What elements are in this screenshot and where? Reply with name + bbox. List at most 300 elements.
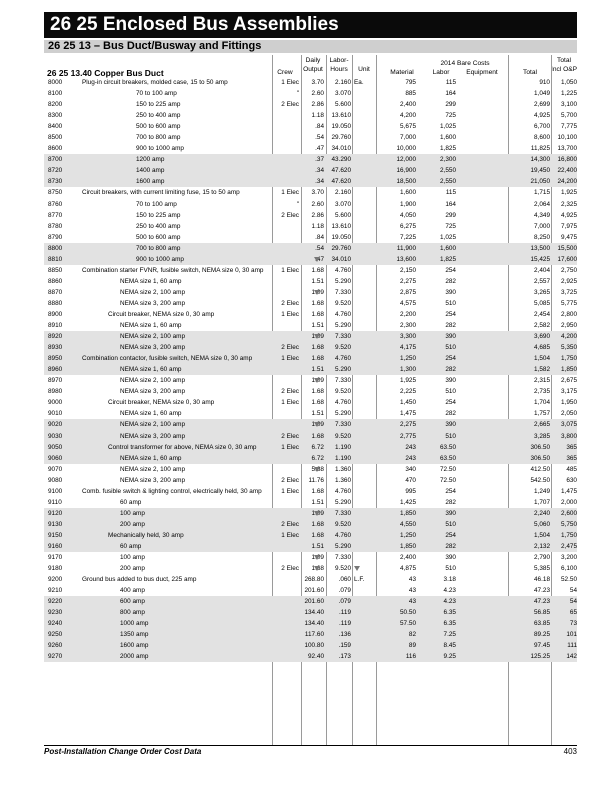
page-title: 26 25 Enclosed Bus Assemblies	[44, 12, 577, 38]
labor-cost-value: 390	[445, 288, 456, 296]
total-cost-value: 5,085	[534, 299, 550, 307]
total-cost-value: 412.50	[530, 465, 550, 473]
table-row	[44, 154, 577, 165]
total-cost-value: 3,285	[534, 432, 550, 440]
item-description: NEMA size 3, 200 amp	[120, 299, 186, 307]
col-unit-header: Unit	[358, 66, 370, 73]
table-row	[44, 431, 577, 442]
labor-hours-value: 3.070	[335, 90, 351, 98]
page-number: 403	[563, 747, 577, 756]
item-description: Circuit breaker, NEMA size 0, 30 amp	[108, 399, 215, 407]
material-cost-value: 43	[408, 587, 416, 595]
item-code: 8900	[48, 310, 63, 318]
daily-output-value: 1.68	[311, 531, 324, 539]
material-cost-value: 995	[405, 487, 416, 495]
labor-hours-value: 1.360	[335, 476, 351, 484]
labor-cost-value: 254	[445, 531, 456, 539]
labor-hours-value: 5.600	[335, 101, 351, 109]
labor-hours-value: 7.330	[335, 509, 351, 517]
total-cost-value: 2,735	[534, 388, 550, 396]
material-cost-value: 13,600	[396, 255, 416, 263]
labor-hours-value: 4.760	[335, 531, 351, 539]
total-cost-value: 11,825	[530, 145, 550, 153]
total-cost-value: 2,699	[534, 101, 550, 109]
total-cost-value: 2,132	[534, 542, 550, 550]
item-code: 8870	[48, 288, 63, 296]
total-incl-op-value: 4,925	[561, 211, 577, 219]
labor-cost-value: 164	[445, 90, 456, 98]
item-description: Control transformer for above, NEMA size 0, 30 amp	[108, 443, 257, 451]
total-cost-value: 89.25	[534, 631, 550, 639]
daily-output-value: 2.86	[311, 211, 324, 219]
material-cost-value: 16,900	[396, 167, 416, 175]
daily-output-value: 1.09	[311, 421, 324, 429]
total-cost-value: 19,450	[530, 167, 550, 175]
labor-hours-value: 3.070	[335, 200, 351, 208]
total-incl-op-value: 3,100	[561, 101, 577, 109]
table-row	[44, 254, 577, 265]
material-cost-value: 7,225	[400, 233, 416, 241]
labor-cost-value: 282	[445, 498, 456, 506]
total-incl-op-value: 1,475	[561, 487, 577, 495]
labor-hours-value: 5.290	[335, 277, 351, 285]
labor-hours-value: 34.010	[331, 145, 351, 153]
labor-cost-value: 254	[445, 355, 456, 363]
daily-output-value: .47	[315, 255, 324, 263]
labor-cost-value: 510	[445, 432, 456, 440]
labor-cost-value: 7.25	[443, 631, 456, 639]
labor-hours-value: 4.760	[335, 310, 351, 318]
total-cost-value: 1,704	[534, 399, 550, 407]
col-incl-op-header: Incl O&P	[550, 66, 578, 73]
table-row	[44, 77, 577, 88]
crew-value: 2 Elec	[281, 520, 299, 528]
table-row	[44, 596, 577, 607]
total-cost-value: 1,049	[534, 90, 550, 98]
daily-output-value: 1.68	[311, 299, 324, 307]
daily-output-value: 1.09	[311, 377, 324, 385]
col-daily-header: Daily	[305, 57, 321, 64]
daily-output-value: 1.09	[311, 333, 324, 341]
labor-hours-value: 9.520	[335, 565, 351, 573]
daily-output-value: 2.60	[311, 200, 324, 208]
material-cost-value: 2,275	[400, 277, 416, 285]
total-cost-value: 5,385	[534, 565, 550, 573]
table-row	[44, 607, 577, 618]
material-cost-value: 1,900	[400, 200, 416, 208]
material-cost-value: 1,425	[400, 498, 416, 506]
labor-cost-value: 2,550	[440, 167, 456, 175]
table-row	[44, 353, 577, 364]
labor-cost-value: 1,825	[440, 145, 456, 153]
total-cost-value: 2,557	[534, 277, 550, 285]
total-incl-op-value: 5,775	[561, 299, 577, 307]
crew-value: 1 Elec	[281, 531, 299, 539]
labor-hours-value: .079	[338, 587, 351, 595]
labor-hours-value: 5.600	[335, 211, 351, 219]
item-description: 100 amp	[120, 509, 145, 517]
labor-hours-value: 9.520	[335, 520, 351, 528]
down-arrow-icon	[314, 511, 320, 516]
unit-value: Ea.	[354, 79, 364, 86]
total-incl-op-value: 142	[566, 653, 577, 661]
labor-cost-value: 3.18	[443, 576, 456, 584]
total-cost-value: 97.45	[534, 642, 550, 650]
item-code: 9160	[48, 542, 63, 550]
daily-output-value: 1.68	[311, 399, 324, 407]
item-description: NEMA size 1, 60 amp	[120, 277, 182, 285]
table-row	[44, 497, 577, 508]
footer-title: Post-Installation Change Order Cost Data	[44, 747, 202, 756]
labor-hours-value: 47.620	[331, 178, 351, 186]
item-description: NEMA size 3, 200 amp	[120, 432, 186, 440]
daily-output-value: 2.60	[311, 90, 324, 98]
material-cost-value: 2,300	[400, 322, 416, 330]
daily-output-value: 1.09	[311, 509, 324, 517]
item-description: Ground bus added to bus duct, 225 amp	[82, 576, 197, 584]
labor-hours-value: 5.290	[335, 542, 351, 550]
total-incl-op-value: 5,750	[561, 520, 577, 528]
crew-value: 1 Elec	[281, 79, 299, 86]
crew-value: 2 Elec	[281, 344, 299, 352]
item-code: 8720	[48, 167, 63, 175]
total-cost-value: 2,454	[534, 310, 550, 318]
material-cost-value: 11,900	[396, 244, 416, 252]
daily-output-value: 1.68	[311, 487, 324, 495]
item-description: 100 amp	[120, 554, 145, 562]
item-description: Mechanically held, 30 amp	[108, 531, 184, 539]
daily-output-value: 92.40	[308, 653, 324, 661]
daily-output-value: 1.18	[311, 112, 324, 120]
item-code: 8700	[48, 156, 63, 164]
labor-hours-value: .159	[338, 642, 351, 650]
item-description: 1200 amp	[136, 156, 165, 164]
item-code: 8910	[48, 322, 63, 330]
total-incl-op-value: 24,200	[557, 178, 577, 186]
total-cost-value: 4,349	[534, 211, 550, 219]
material-cost-value: 470	[405, 476, 416, 484]
down-arrow-icon	[314, 467, 320, 472]
item-description: 1400 amp	[136, 167, 165, 175]
table-row	[44, 453, 577, 464]
labor-hours-value: 5.290	[335, 410, 351, 418]
labor-cost-value: 1,025	[440, 123, 456, 131]
labor-hours-value: 1.360	[335, 465, 351, 473]
labor-hours-value: 2.160	[335, 189, 351, 197]
labor-cost-value: 6.35	[443, 609, 456, 617]
col-labor-cost-header: Labor	[432, 69, 450, 76]
labor-cost-value: 254	[445, 487, 456, 495]
daily-output-value: 1.51	[311, 322, 324, 330]
item-code: 9070	[48, 465, 63, 473]
total-cost-value: 46.18	[534, 576, 550, 584]
table-row	[44, 541, 577, 552]
total-cost-value: 2,404	[534, 266, 550, 274]
item-code: 8790	[48, 233, 63, 241]
item-description: Circuit breakers, with current limiting fuse, 15 to 50 amp	[82, 189, 240, 197]
daily-output-value: 5.88	[311, 465, 324, 473]
daily-output-value: 268.80	[304, 576, 324, 584]
material-cost-value: 4,550	[400, 520, 416, 528]
table-row	[44, 132, 577, 143]
daily-output-value: 1.09	[311, 288, 324, 296]
crew-value: 2 Elec	[281, 299, 299, 307]
item-description: 900 to 1000 amp	[136, 145, 184, 153]
labor-hours-value: 9.520	[335, 388, 351, 396]
item-code: 8950	[48, 355, 63, 363]
labor-cost-value: 2,300	[440, 156, 456, 164]
col-total-op-header: Total	[557, 57, 571, 64]
table-row	[44, 199, 577, 210]
table-row	[44, 419, 577, 430]
crew-value: 2 Elec	[281, 211, 299, 219]
labor-hours-value: 9.520	[335, 344, 351, 352]
labor-cost-value: 390	[445, 554, 456, 562]
item-code: 9110	[48, 498, 62, 506]
total-cost-value: 3,690	[534, 333, 550, 341]
labor-cost-value: 282	[445, 542, 456, 550]
item-description: Comb. fusible switch & lighting control, electrically held, 30 amp	[82, 487, 262, 495]
material-cost-value: 885	[405, 90, 416, 98]
table-row	[44, 287, 577, 298]
total-cost-value: 306.50	[530, 443, 550, 451]
total-cost-value: 2,582	[534, 322, 550, 330]
labor-hours-value: 19.050	[331, 233, 351, 241]
item-code: 9230	[48, 609, 63, 617]
labor-hours-value: .173	[338, 653, 351, 661]
material-cost-value: 82	[408, 631, 416, 639]
item-code: 8920	[48, 333, 63, 341]
item-description: 60 amp	[120, 542, 142, 550]
material-cost-value: 1,925	[400, 377, 416, 385]
item-code: 9050	[48, 443, 63, 451]
table-row	[44, 618, 577, 629]
item-description: 200 amp	[120, 520, 145, 528]
total-incl-op-value: 7,975	[561, 222, 577, 230]
total-cost-value: 4,925	[534, 112, 550, 120]
down-arrow-icon	[314, 257, 320, 262]
labor-hours-value: 4.760	[335, 266, 351, 274]
total-incl-op-value: 2,325	[561, 200, 577, 208]
daily-output-value: 1.51	[311, 542, 324, 550]
item-code: 9220	[48, 598, 63, 606]
crew-value: 2 Elec	[281, 476, 299, 484]
total-incl-op-value: 3,800	[561, 432, 577, 440]
labor-hours-value: 29.760	[331, 134, 351, 142]
item-code: 8980	[48, 388, 63, 396]
labor-cost-value: 390	[445, 377, 456, 385]
table-row	[44, 464, 577, 475]
total-incl-op-value: 2,475	[561, 542, 577, 550]
daily-output-value: 1.68	[311, 355, 324, 363]
labor-hours-value: 43.290	[331, 156, 351, 164]
item-code: 8800	[48, 244, 63, 252]
item-description: 900 to 1000 amp	[136, 255, 184, 263]
labor-cost-value: 1,825	[440, 255, 456, 263]
table-row	[44, 519, 577, 530]
labor-hours-value: 9.520	[335, 299, 351, 307]
labor-cost-value: 510	[445, 299, 456, 307]
item-description: 1000 amp	[120, 620, 149, 628]
total-incl-op-value: 10,100	[557, 134, 577, 142]
daily-output-value: 1.68	[311, 388, 324, 396]
crew-value: 1 Elec	[281, 399, 299, 407]
item-code: 8100	[48, 90, 63, 98]
item-code: 9100	[48, 487, 63, 495]
daily-output-value: 100.80	[304, 642, 324, 650]
daily-output-value: 201.60	[304, 598, 324, 606]
total-cost-value: 1,504	[534, 531, 550, 539]
total-incl-op-value: 2,675	[561, 377, 577, 385]
material-cost-value: 243	[405, 443, 416, 451]
total-cost-value: 2,665	[534, 421, 550, 429]
section-subtitle: 26 25 13 – Bus Duct/Busway and Fittings	[44, 40, 577, 53]
item-code: 8930	[48, 344, 63, 352]
table-row	[44, 309, 577, 320]
total-incl-op-value: 16,800	[557, 156, 577, 164]
total-incl-op-value: 111	[567, 642, 577, 650]
daily-output-value: .54	[315, 244, 324, 252]
labor-cost-value: 510	[445, 565, 456, 573]
total-incl-op-value: 65	[569, 609, 577, 617]
daily-output-value: 1.68	[311, 520, 324, 528]
labor-cost-value: 115	[445, 189, 456, 197]
total-incl-op-value: 7,775	[561, 123, 577, 131]
material-cost-value: 43	[408, 598, 416, 606]
item-code: 8880	[48, 299, 63, 307]
item-description: NEMA size 2, 100 amp	[120, 333, 186, 341]
total-cost-value: 1,249	[534, 487, 550, 495]
col-crew-header: Crew	[277, 69, 293, 76]
item-description: NEMA size 3, 200 amp	[120, 388, 186, 396]
total-cost-value: 21,050	[530, 178, 550, 186]
total-incl-op-value: 1,950	[561, 399, 577, 407]
labor-hours-value: 2.160	[335, 79, 351, 86]
daily-output-value: 2.86	[311, 101, 324, 109]
table-row	[44, 298, 577, 309]
labor-hours-value: 7.330	[335, 288, 351, 296]
total-cost-value: 306.50	[530, 454, 550, 462]
total-cost-value: 1,757	[534, 410, 550, 418]
material-cost-value: 5,675	[400, 123, 416, 131]
total-cost-value: 1,707	[534, 498, 550, 506]
daily-output-value: .54	[315, 134, 324, 142]
down-arrow-icon	[314, 334, 320, 339]
item-description: 70 to 100 amp	[136, 90, 177, 98]
item-code: 8780	[48, 222, 63, 230]
labor-cost-value: 254	[445, 399, 456, 407]
total-incl-op-value: 1,750	[561, 355, 577, 363]
labor-hours-value: 7.330	[335, 554, 351, 562]
daily-output-value: 1.51	[311, 410, 324, 418]
section-title: 26 25 13.40 Copper Bus Duct	[47, 68, 164, 78]
table-row	[44, 88, 577, 99]
material-cost-value: 10,000	[396, 145, 416, 153]
labor-hours-value: .119	[339, 609, 351, 617]
table-row	[44, 530, 577, 541]
material-cost-value: 1,600	[400, 189, 416, 197]
item-description: NEMA size 2, 100 amp	[120, 421, 186, 429]
labor-hours-value: 7.330	[335, 421, 351, 429]
item-code: 9250	[48, 631, 63, 639]
item-description: 800 amp	[120, 609, 145, 617]
table-row	[44, 187, 577, 198]
item-code: 9180	[48, 565, 63, 573]
labor-cost-value: 72.50	[440, 465, 456, 473]
labor-cost-value: 164	[445, 200, 456, 208]
daily-output-value: .34	[315, 178, 324, 186]
total-incl-op-value: 1,850	[561, 366, 577, 374]
total-cost-value: 13,500	[530, 244, 550, 252]
labor-hours-value: 19.050	[331, 123, 351, 131]
down-arrow-icon	[314, 555, 320, 560]
item-code: 8810	[48, 255, 63, 263]
material-cost-value: 4,875	[400, 565, 416, 573]
item-code: 8600	[48, 145, 63, 153]
material-cost-value: 50.50	[400, 609, 416, 617]
item-code: 9270	[48, 653, 63, 661]
item-description: 2000 amp	[120, 653, 149, 661]
labor-cost-value: 254	[445, 266, 456, 274]
material-cost-value: 57.50	[400, 620, 416, 628]
total-incl-op-value: 5,700	[561, 112, 577, 120]
item-description: 700 to 800 amp	[136, 244, 181, 252]
down-arrow-icon	[314, 422, 320, 427]
table-row	[44, 210, 577, 221]
total-incl-op-value: 2,000	[561, 498, 577, 506]
item-code: 8300	[48, 112, 63, 120]
labor-hours-value: .119	[339, 620, 351, 628]
daily-output-value: 1.68	[311, 310, 324, 318]
labor-cost-value: 282	[445, 410, 456, 418]
labor-hours-value: 47.620	[331, 167, 351, 175]
down-arrow-icon	[354, 566, 360, 571]
item-code: 8400	[48, 123, 63, 131]
total-incl-op-value: 1,750	[561, 531, 577, 539]
item-code: 9030	[48, 432, 63, 440]
crew-value: 2 Elec	[281, 101, 299, 109]
total-incl-op-value: 22,400	[557, 167, 577, 175]
daily-output-value: 1.68	[311, 266, 324, 274]
material-cost-value: 340	[405, 465, 416, 473]
daily-output-value: 3.70	[311, 189, 324, 197]
table-row	[44, 276, 577, 287]
labor-hours-value: 34.010	[331, 255, 351, 263]
material-cost-value: 4,575	[400, 299, 416, 307]
crew-value: 1 Elec	[281, 266, 299, 274]
col-total-header: Total	[523, 69, 537, 76]
labor-hours-value: 4.760	[335, 399, 351, 407]
total-incl-op-value: 4,200	[561, 333, 577, 341]
total-incl-op-value: 101	[566, 631, 577, 639]
labor-hours-value: 1.190	[335, 454, 351, 462]
crew-value: 1 Elec	[281, 487, 299, 495]
item-code: 9130	[48, 520, 63, 528]
item-description: Combination contactor, fusible switch, NEMA size 0, 30 amp	[82, 355, 253, 363]
table-row	[44, 176, 577, 187]
labor-hours-value: 5.290	[335, 322, 351, 330]
footer-rule	[44, 745, 577, 746]
col-equipment-header: Equipment	[466, 69, 498, 76]
daily-output-value: 6.72	[311, 443, 324, 451]
item-description: NEMA size 1, 60 amp	[120, 322, 182, 330]
total-incl-op-value: 3,075	[561, 421, 577, 429]
total-incl-op-value: 15,500	[557, 244, 577, 252]
daily-output-value: 1.68	[311, 432, 324, 440]
table-row	[44, 552, 577, 563]
item-code: 8730	[48, 178, 63, 186]
crew-value: 2 Elec	[281, 565, 299, 573]
